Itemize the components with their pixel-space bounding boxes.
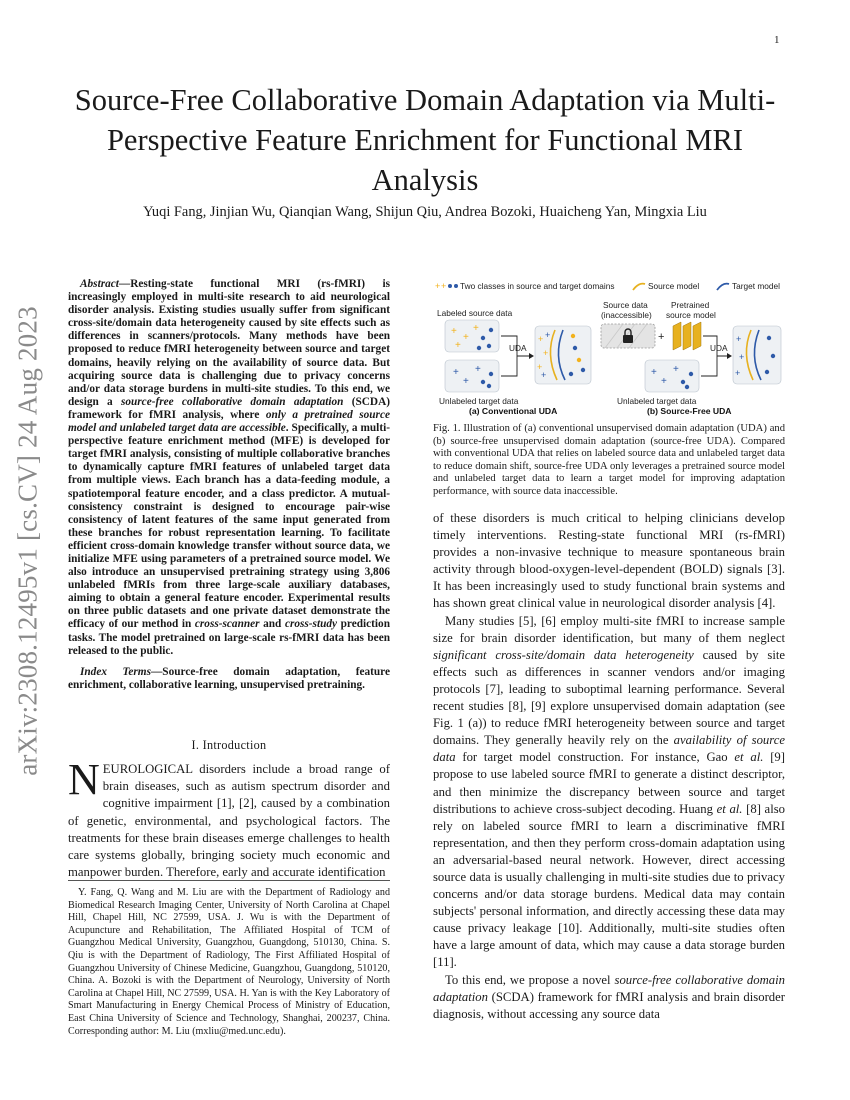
label-uda-a: UDA [509, 343, 527, 353]
section-heading-introduction: I. Introduction [191, 738, 267, 752]
p3-emphasis-1: source-free collaborative domain adaptation [433, 972, 785, 1004]
label-labeled-source: Labeled source data [437, 308, 513, 318]
svg-text:+: + [473, 323, 479, 334]
introduction-text [68, 755, 390, 881]
p2-text-d: [9] propose to use labeled source fMRI to generate a distinct descriptor, and then minimize the discrepancy between source and target distributions to achieve cross-subject decoding. Huang [433, 750, 786, 816]
label-inaccessible: (inaccessible) [601, 310, 652, 320]
index-terms-text: —Source-free domain adaptation, feature enrichment, collaborative learning, unsupervised pretraining. [68, 665, 390, 691]
abstract-text-2: (SCDA) framework for fMRI analysis, where [68, 395, 391, 421]
svg-text:+: + [435, 281, 441, 291]
page-number: 1 [774, 34, 780, 46]
label-uda-b: UDA [710, 343, 728, 353]
right-column-body [433, 510, 785, 1023]
right-paragraph-2 [433, 613, 785, 972]
svg-text:+: + [463, 376, 469, 387]
svg-text:+: + [475, 364, 481, 375]
abstract-emphasis-4: cross-study [284, 618, 338, 631]
paper-title: Source-Free Collaborative Domain Adaptation via Multi-Perspective Feature Enrichment for Functional MRI Analysis [74, 83, 776, 197]
p3-text-a: To this end, we propose a novel [445, 972, 615, 987]
figure-1 [433, 276, 785, 420]
svg-text:+: + [739, 352, 745, 362]
svg-text:+: + [451, 326, 457, 337]
abstract-label: Abstract [80, 278, 119, 290]
svg-text:+: + [441, 281, 447, 291]
svg-text:+: + [736, 334, 742, 344]
abstract-text-3: . Specifically, a multi-perspective feature enrichment method (MFE) is developed for target fMRI analysis, consisting of multiple collaborative branches to dynamically capture fMRI features of unlabeled target data from multiple views. Each branch has a data-feeding module, a spatiotemporal feature encoder, and a class predictor. A mutual-consistency constraint is designed to encourage pair-wise consistency of latent features of the same input generated from these branches for robust representation learning. To facilitate efficient cross-domain knowledge transfer without source data, we initialize MFE using parameters of a pretrained source model. We also introduce an unsupervised pretraining strategy using 3,806 unlabeled fMRIs from three large-scale auxiliary databases, aiming to obtain a general feature encoder. Experimental results on three public datasets and one private dataset demonstrate the efficacy of our method in [68, 422, 390, 631]
p2-emphasis-2: availability of source data [433, 733, 785, 765]
footnote-text: Y. Fang, Q. Wang and M. Liu are with the Department of Radiology and Biomedical Research Imaging Center, University of North Carolina at Chapel Hill, Chapel Hill, NC 27599, USA. J. Wu is with the Department of Acupuncture and Rehabilitation, The Affiliated Hospital of TCM of Guangzhou Medical University, Guangzhou, Guangdong, 510130, China. S. Qiu is with the Department of Radiology, The First Affiliated Hospital of Guangzhou University of Chinese Medicine, Guangzhou, Guangdong, 510120, China. A. Bozoki is with the Department of Neurology, University of North Carolina at Chapel Hill, NC 27599, USA. H. Yan is with the Key Laboratory of Smart Manufacturing in Energy Chemical Process of Ministry of Education, East China University of Science and Technology, Shanghai, 200237, China. Corresponding author: M. Liu (mxliu@med.unc.edu). [68, 887, 390, 1037]
label-unlabeled-target-a: Unlabeled target data [439, 396, 519, 406]
legend-target-model: Target model [732, 281, 780, 291]
right-paragraph-1: of these disorders is much critical to helping clinicians develop timely interventions. Resting-state functional MRI (rs-fMRI) provides a non-invasive technique to measure spontaneous brain activity through blood-oxygen-level-dependent (BOLD) signals [3]. It has been increasingly used to study functional brain systems and has shown great clinical value in neurological disorder analysis [4]. [433, 511, 785, 611]
abstract-emphasis-3: cross-scanner [194, 618, 260, 631]
abstract-text-4: and [259, 618, 285, 631]
arxiv-stamp [4, 286, 52, 796]
svg-text:+: + [543, 348, 549, 358]
svg-text:+: + [661, 376, 667, 387]
svg-text:+: + [545, 330, 551, 340]
svg-text:+: + [651, 367, 657, 378]
label-source-model: source model [666, 310, 716, 320]
p2-text-a: Many studies [5], [6] employ multi-site fMRI to increase sample size for brain disorder identification, but many of them neglect [433, 613, 785, 645]
p2-text-e: [8] also rely on labeled source fMRI to learn a discriminative fMRI representation, and then they perform cross-domain adaptation using an adversarial-based neural network. However, direct accessing source data is usually challenging in multi-site studies due to privacy concerns and/or data storage burdens. Medical data may contain subjects' personal information, and directly accessing these data may cause privacy leakage [10]. Additionally, multi-site studies often have a large amount of data, which may cause a data storage burden [11]. [433, 801, 785, 970]
svg-text:+: + [463, 332, 469, 343]
p2-emphasis-3: et al. [734, 750, 764, 765]
legend-classes: Two classes in source and target domains [460, 281, 615, 291]
p2-emphasis-4: et al. [716, 801, 743, 816]
label-pretrained: Pretrained [671, 300, 710, 310]
figure-caption [433, 423, 785, 499]
pretrained-model-icon [673, 322, 701, 350]
p3-text-b: (SCDA) framework for fMRI analysis and brain disorder diagnosis, without accessing any source data [433, 989, 785, 1021]
drop-cap: N [68, 755, 100, 804]
author-footnote [68, 880, 390, 1038]
svg-text:+: + [735, 368, 741, 378]
abstract [68, 278, 390, 692]
arxiv-stamp-text: arXiv:2308.12495v1 [cs.CV] 24 Aug 2023 [12, 306, 43, 776]
legend-source-model: Source model [648, 281, 700, 291]
svg-text:+: + [455, 340, 461, 351]
plus-sign: + [658, 331, 665, 343]
abstract-emphasis-1: source-free collaborative domain adaptation [120, 395, 344, 408]
svg-text:+: + [453, 367, 459, 378]
svg-text:+: + [541, 370, 547, 380]
svg-text:+: + [673, 364, 679, 375]
p2-text-b: caused by site effects such as differences in scanner vendors and/or imaging protocols [7], leading to suboptimal learning performance. Several recent studies [8], [9] explore unsupervised domain adaptation (see Fig. 1 (a)) to reduce fMRI heterogeneity between source and target domains. They generally heavily rely on the [433, 647, 785, 748]
p2-text-c: for target model construction. For instance, Gao [455, 750, 735, 765]
subcaption-a: (a) Conventional UDA [469, 406, 558, 416]
right-paragraph-3 [433, 972, 785, 1023]
svg-text:+: + [537, 362, 543, 372]
caption-text: Fig. 1. Illustration of (a) conventional unsupervised domain adaptation (UDA) and (b) source-free unsupervised domain adaptation (source-free UDA). Compared with conventional UDA that relies on labeled source data and unlabeled target data to reduce domain shift, source-free UDA only leverages a pretrained source model and unlabeled target data to learn a target model for improving adaptation performance, with source data inaccessible. [433, 423, 785, 497]
index-terms-label: Index Terms [80, 665, 151, 678]
abstract-text-5: prediction tasks. The model pretrained on large-scale rs-fMRI data has been released to the public. [68, 618, 390, 657]
intro-paragraph: EUROLOGICAL disorders include a broad range of brain diseases, such as autism spectrum disorder and cognitive impairment [1], [2], caused by a combination of genetic, environmental, and psychological factors. The treatments for these brain diseases emerge challenges to health care systems globally, bringing society much economic and manpower burden. Therefore, early and accurate identification [68, 762, 390, 880]
author-list: Yuqi Fang, Jinjian Wu, Qianqian Wang, Shijun Qiu, Andrea Bozoki, Huaicheng Yan, Mingxia Liu [143, 204, 707, 220]
label-unlabeled-target-b: Unlabeled target data [617, 396, 697, 406]
label-source-data: Source data [603, 300, 648, 310]
p2-emphasis-1: significant cross-site/domain data heterogeneity [433, 647, 694, 662]
abstract-emphasis-2: only a pretrained source model and unlabeled target data are accessible [68, 408, 390, 435]
subcaption-b: (b) Source-Free UDA [647, 406, 732, 416]
svg-text:+: + [538, 334, 544, 344]
abstract-text-1: —Resting-state functional MRI (rs-fMRI) is increasingly employed in multi-site research to aid neurological disorder analysis. Existing studies usually suffer from significant cross-site/domain data heterogeneity caused by site effects such as differences in scanners/protocols. Many methods have been proposed to reduce fMRI heterogeneity between source and target domains, heavily relying on the availability of source data. But acquiring source data is challenging due to privacy concerns and/or data storage burdens in multi-site studies. To this end, we design a [68, 278, 390, 408]
